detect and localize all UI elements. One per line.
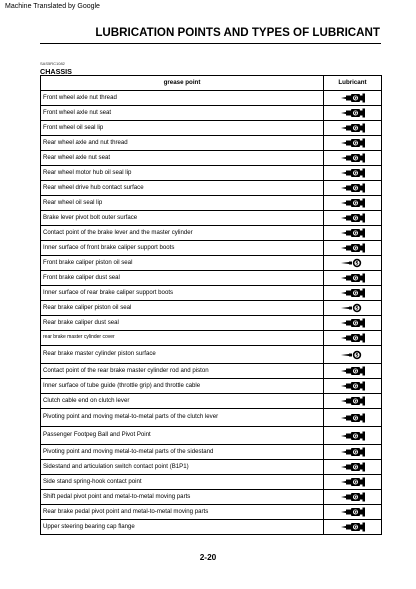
grease-point-cell: Rear wheel axle and nut thread	[41, 136, 324, 151]
svg-text:G: G	[353, 321, 357, 327]
grease-point-cell: Rear wheel motor hub oil seal lip	[41, 166, 324, 181]
grease-point-cell: Rear brake master cylinder piston surface	[41, 346, 324, 364]
silicone-grease-icon	[340, 303, 366, 313]
grease-point-cell: rear brake master cylinder cover	[41, 331, 324, 346]
lubricant-cell	[324, 331, 382, 346]
lithium-grease-icon	[340, 168, 366, 178]
lubricant-cell	[324, 226, 382, 241]
lubricant-cell	[324, 520, 382, 535]
lithium-grease-icon	[340, 153, 366, 163]
table-row	[41, 301, 382, 316]
table-row	[41, 475, 382, 490]
lithium-grease-icon	[340, 93, 366, 103]
lubricant-cell	[324, 196, 382, 211]
table-row	[41, 316, 382, 331]
lubricant-cell	[324, 364, 382, 379]
grease-point-cell: Rear brake caliper piston oil seal	[41, 301, 324, 316]
column-header-grease-point: grease point	[41, 76, 324, 91]
lithium-grease-icon	[340, 183, 366, 193]
svg-text:G: G	[353, 434, 357, 440]
svg-text:G: G	[353, 525, 357, 531]
lithium-grease-icon	[340, 108, 366, 118]
lubricant-cell	[324, 136, 382, 151]
svg-text:G: G	[353, 171, 357, 177]
lithium-grease-icon	[340, 462, 366, 472]
grease-point-cell: Rear brake pedal pivot point and metal-to-metal moving parts	[41, 505, 324, 520]
table-row	[41, 91, 382, 106]
lithium-grease-icon	[340, 123, 366, 133]
lithium-grease-icon	[340, 477, 366, 487]
table-row	[41, 427, 382, 445]
grease-point-cell: Rear brake caliper dust seal	[41, 316, 324, 331]
table-row	[41, 490, 382, 505]
table-row	[41, 106, 382, 121]
svg-text:G: G	[353, 231, 357, 237]
svg-text:G: G	[353, 495, 357, 501]
lubricant-cell	[324, 121, 382, 136]
lubricant-cell	[324, 151, 382, 166]
svg-text:G: G	[353, 450, 357, 456]
table-row	[41, 196, 382, 211]
lubricant-cell	[324, 316, 382, 331]
table-row	[41, 364, 382, 379]
silicone-grease-icon	[340, 350, 366, 360]
lithium-grease-icon	[340, 318, 366, 328]
lubricant-cell	[324, 346, 382, 364]
svg-text:G: G	[353, 186, 357, 192]
lubricant-cell	[324, 475, 382, 490]
lubricant-cell	[324, 379, 382, 394]
grease-point-cell: Rear wheel axle nut seat	[41, 151, 324, 166]
table-row	[41, 379, 382, 394]
lubrication-table	[40, 75, 382, 535]
svg-text:G: G	[353, 201, 357, 207]
page-number: 2-20	[199, 552, 217, 562]
grease-point-cell: Inner surface of front brake caliper support boots	[41, 241, 324, 256]
table-row	[41, 394, 382, 409]
svg-text:G: G	[353, 399, 357, 405]
grease-point-cell: Shift pedal pivot point and metal-to-metal moving parts	[41, 490, 324, 505]
grease-point-cell: Sidestand and articulation switch contact point (B1P1)	[41, 460, 324, 475]
grease-point-cell: Front wheel axle nut seat	[41, 106, 324, 121]
lithium-grease-icon	[340, 243, 366, 253]
grease-point-cell: Clutch cable end on clutch lever	[41, 394, 324, 409]
lithium-grease-icon	[340, 138, 366, 148]
svg-text:G: G	[353, 336, 357, 342]
svg-text:G: G	[353, 369, 357, 375]
grease-point-cell: Upper steering bearing cap flange	[41, 520, 324, 535]
column-header-lubricant: Lubricant	[324, 76, 382, 91]
lubricant-cell	[324, 445, 382, 460]
lithium-grease-icon	[340, 273, 366, 283]
svg-text:S: S	[354, 261, 359, 267]
svg-text:G: G	[353, 276, 357, 282]
svg-text:G: G	[353, 465, 357, 471]
lithium-grease-icon	[340, 431, 366, 441]
lubricant-cell	[324, 271, 382, 286]
lithium-grease-icon	[340, 492, 366, 502]
grease-point-cell: Front wheel oil seal lip	[41, 121, 324, 136]
svg-text:G: G	[353, 156, 357, 162]
lubricant-cell	[324, 166, 382, 181]
table-row	[41, 181, 382, 196]
lithium-grease-icon	[340, 366, 366, 376]
svg-text:G: G	[353, 216, 357, 222]
lithium-grease-icon	[340, 507, 366, 517]
lubricant-cell	[324, 490, 382, 505]
svg-text:G: G	[353, 111, 357, 117]
lithium-grease-icon	[340, 333, 366, 343]
grease-point-cell: Front brake caliper piston oil seal	[41, 256, 324, 271]
table-row	[41, 226, 382, 241]
grease-point-cell: Front brake caliper dust seal	[41, 271, 324, 286]
lubricant-cell	[324, 409, 382, 427]
table-row	[41, 346, 382, 364]
grease-point-cell: Inner surface of rear brake caliper support boots	[41, 286, 324, 301]
table-row	[41, 520, 382, 535]
lithium-grease-icon	[340, 396, 366, 406]
table-row	[41, 409, 382, 427]
svg-text:G: G	[353, 126, 357, 132]
table-row	[41, 331, 382, 346]
table-row	[41, 121, 382, 136]
svg-text:S: S	[354, 306, 359, 312]
lubricant-cell	[324, 241, 382, 256]
lubricant-cell	[324, 91, 382, 106]
lithium-grease-icon	[340, 522, 366, 532]
grease-point-cell: Front wheel axle nut thread	[41, 91, 324, 106]
svg-text:G: G	[353, 510, 357, 516]
grease-point-cell: Brake lever pivot bolt outer surface	[41, 211, 324, 226]
table-body	[41, 91, 382, 535]
grease-point-cell: Side stand spring-hook contact point	[41, 475, 324, 490]
svg-text:G: G	[353, 416, 357, 422]
grease-point-cell: Inner surface of tube guide (throttle grip) and throttle cable	[41, 379, 324, 394]
lubricant-cell	[324, 394, 382, 409]
lubricant-cell	[324, 256, 382, 271]
section-title: CHASSIS	[40, 67, 72, 76]
table-row	[41, 151, 382, 166]
table-header-row	[41, 76, 382, 91]
lithium-grease-icon	[340, 228, 366, 238]
page-title: LUBRICATION POINTS AND TYPES OF LUBRICANT	[95, 26, 380, 39]
svg-text:G: G	[353, 384, 357, 390]
lithium-grease-icon	[340, 198, 366, 208]
lithium-grease-icon	[340, 288, 366, 298]
title-underline	[40, 43, 381, 44]
table-row	[41, 445, 382, 460]
table-row	[41, 166, 382, 181]
grease-point-cell: Contact point of the brake lever and the master cylinder	[41, 226, 324, 241]
lithium-grease-icon	[340, 447, 366, 457]
section-code: SAS5RC1082	[40, 61, 65, 66]
lithium-grease-icon	[340, 381, 366, 391]
grease-point-cell: Pivoting point and moving metal-to-metal parts of the sidestand	[41, 445, 324, 460]
lubricant-cell	[324, 211, 382, 226]
svg-text:G: G	[353, 480, 357, 486]
lubricant-cell	[324, 460, 382, 475]
grease-point-cell: Rear wheel oil seal lip	[41, 196, 324, 211]
grease-point-cell: Rear wheel drive hub contact surface	[41, 181, 324, 196]
lithium-grease-icon	[340, 413, 366, 423]
table-row	[41, 211, 382, 226]
svg-text:G: G	[353, 141, 357, 147]
table-row	[41, 241, 382, 256]
svg-text:G: G	[353, 291, 357, 297]
table-row	[41, 460, 382, 475]
table-row	[41, 271, 382, 286]
table-row	[41, 256, 382, 271]
lubricant-cell	[324, 301, 382, 316]
lubricant-cell	[324, 181, 382, 196]
lithium-grease-icon	[340, 213, 366, 223]
svg-text:S: S	[354, 353, 359, 359]
lubricant-cell	[324, 286, 382, 301]
lubricant-cell	[324, 106, 382, 121]
silicone-grease-icon	[340, 258, 366, 268]
lubricant-cell	[324, 505, 382, 520]
table-row	[41, 136, 382, 151]
svg-text:G: G	[353, 96, 357, 102]
lubricant-cell	[324, 427, 382, 445]
svg-text:G: G	[353, 246, 357, 252]
machine-translated-note: Machine Translated by Google	[5, 3, 100, 10]
grease-point-cell: Pivoting point and moving metal-to-metal parts of the clutch lever	[41, 409, 324, 427]
table-row	[41, 505, 382, 520]
grease-point-cell: Contact point of the rear brake master cylinder rod and piston	[41, 364, 324, 379]
table-row	[41, 286, 382, 301]
grease-point-cell: Passenger Footpeg Ball and Pivot Point	[41, 427, 324, 445]
